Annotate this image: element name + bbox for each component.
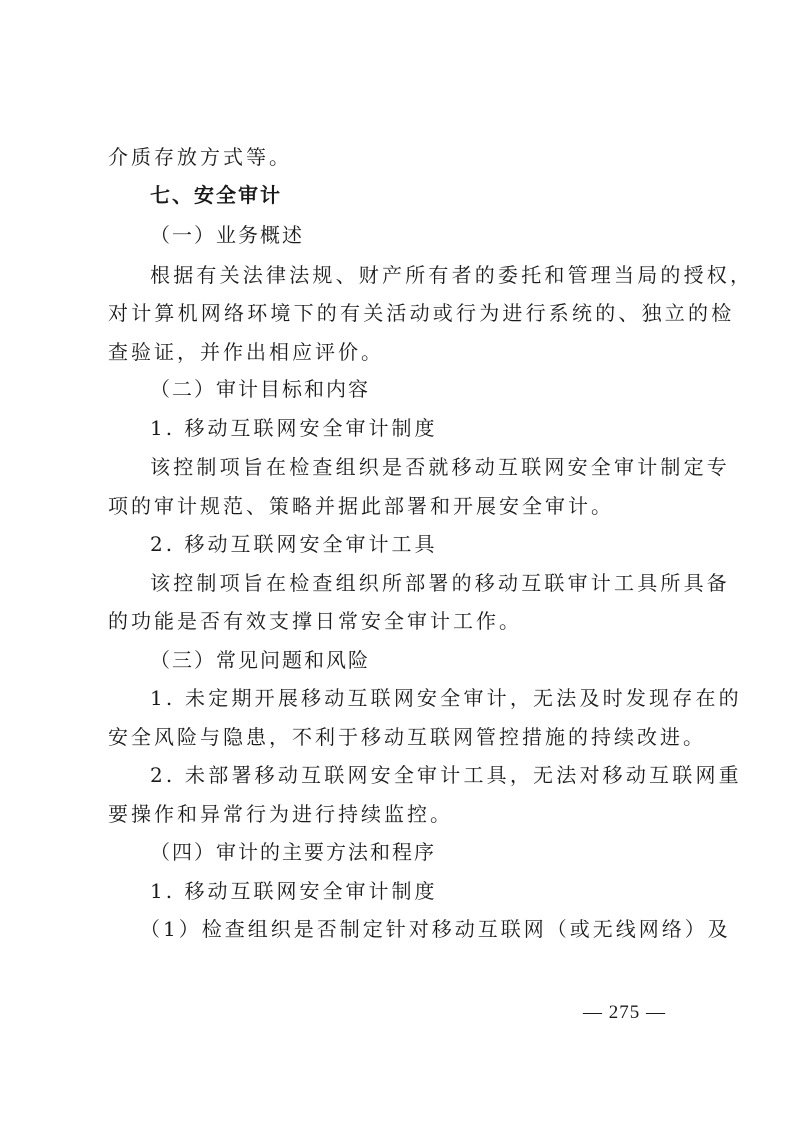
item-heading: 2. 移动互联网安全审计工具 bbox=[150, 532, 438, 556]
paragraph-line: （1）检查组织是否制定针对移动互联网（或无线网络）及 bbox=[140, 917, 731, 941]
paragraph-line: 安全风险与隐患，不利于移动互联网管控措施的持续改进。 bbox=[108, 725, 706, 749]
subsection-heading: （二）审计目标和内容 bbox=[150, 377, 370, 401]
paragraph-line: 该控制项旨在检查组织是否就移动互联网安全审计制定专 bbox=[150, 455, 730, 479]
subsection-heading: （四）审计的主要方法和程序 bbox=[150, 840, 436, 864]
paragraph-line: 该控制项旨在检查组织所部署的移动互联审计工具所具备 bbox=[150, 571, 730, 595]
paragraph-line: 的功能是否有效支撑日常安全审计工作。 bbox=[108, 609, 522, 633]
paragraph-line: 1. 未定期开展移动互联网安全审计，无法及时发现存在的 bbox=[150, 686, 742, 710]
section-heading: 七、安全审计 bbox=[150, 183, 282, 207]
page-number: — 275 — bbox=[583, 1002, 666, 1023]
paragraph-line: 查验证，并作出相应评价。 bbox=[108, 340, 384, 364]
item-heading: 1. 移动互联网安全审计制度 bbox=[150, 879, 438, 903]
item-heading: 1. 移动互联网安全审计制度 bbox=[150, 416, 438, 440]
subsection-heading: （一）业务概述 bbox=[150, 223, 304, 247]
paragraph-line: 要操作和异常行为进行持续监控。 bbox=[108, 802, 453, 826]
paragraph-line: 对计算机网络环境下的有关活动或行为进行系统的、独立的检 bbox=[108, 301, 735, 325]
subsection-heading: （三）常见问题和风险 bbox=[150, 648, 370, 672]
paragraph-line: 2. 未部署移动互联网安全审计工具，无法对移动互联网重 bbox=[150, 763, 742, 787]
paragraph-line: 项的审计规范、策略并据此部署和开展安全审计。 bbox=[108, 494, 614, 518]
paragraph-continuation: 介质存放方式等。 bbox=[108, 145, 292, 169]
paragraph-line: 根据有关法律法规、财产所有者的委托和管理当局的授权， bbox=[150, 263, 754, 287]
